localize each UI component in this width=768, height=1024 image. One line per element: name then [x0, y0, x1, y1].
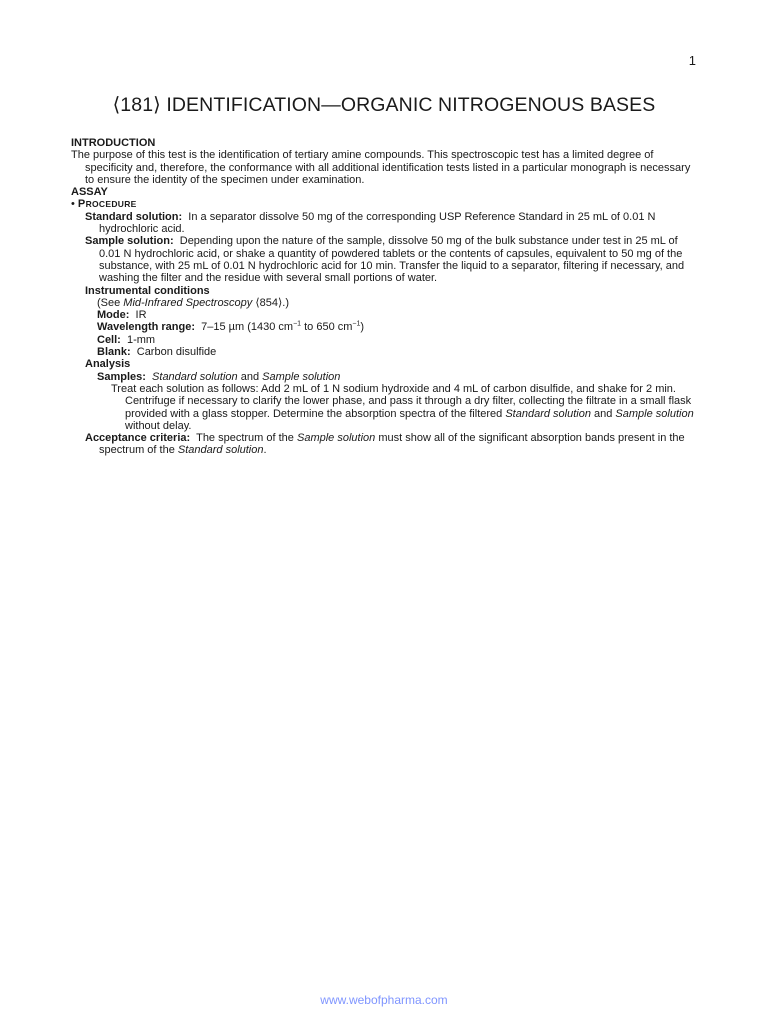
acceptance-text-b: must show all of the significant absorption bands present in the spectrum of the — [99, 432, 685, 457]
cell-label: Cell: — [97, 333, 121, 346]
mode-line — [71, 309, 699, 321]
sample-solution-label: Sample solution: — [85, 235, 174, 248]
samples-ref-b: Sample solution — [262, 370, 341, 383]
standard-solution-paragraph — [71, 211, 699, 236]
mode-label: Mode: — [97, 309, 130, 322]
wavelength-sup-b: −1 — [352, 320, 361, 328]
treat-paragraph — [71, 383, 699, 432]
treat-end: without delay. — [125, 419, 192, 432]
treat-ref-b: Sample solution — [615, 407, 694, 420]
blank-label: Blank: — [97, 346, 131, 359]
wavelength-value-a: 7–15 µm (1430 cm — [201, 321, 294, 334]
page-title: ⟨181⟩ IDENTIFICATION—ORGANIC NITROGENOUS BASES — [112, 94, 656, 116]
procedure-rest: ROCEDURE — [85, 199, 137, 210]
wavelength-line — [71, 321, 699, 333]
standard-solution-text: In a separator dissolve 50 mg of the corresponding USP Reference Standard in 25 mL of 0.01 N hydrochloric acid. — [99, 210, 656, 236]
procedure-heading — [71, 198, 699, 210]
page-number: 1 — [688, 53, 696, 68]
blank-line — [71, 346, 699, 358]
analysis-heading: Analysis — [85, 358, 131, 371]
bullet: • — [71, 198, 75, 211]
instrumental-conditions-heading: Instrumental conditions — [85, 284, 210, 297]
assay-heading: ASSAY — [71, 186, 108, 199]
sample-solution-paragraph — [71, 235, 699, 284]
footer-link[interactable]: www.webofpharma.com — [320, 993, 448, 1007]
wavelength-label: Wavelength range: — [97, 321, 195, 334]
introduction-heading: INTRODUCTION — [71, 137, 156, 149]
cell-line — [71, 334, 699, 346]
samples-ref-a: Standard solution — [152, 370, 238, 383]
treat-ref-a: Standard solution — [505, 407, 591, 420]
document-body — [71, 137, 699, 457]
samples-line — [71, 371, 699, 383]
blank-value: Carbon disulfide — [136, 346, 217, 359]
cell-value: 1-mm — [126, 333, 156, 346]
treat-text: Treat each solution as follows: Add 2 mL of 1 N sodium hydroxide and 4 mL of carbon disulfide, and shake for 2 min. Centrifuge if necessary to clarify the lower phase, and pass it through a dry filter, collecting the filtrate in a small flask provided with a glass stopper. Determine the absorption spectra of the filtered — [111, 382, 692, 420]
samples-and: and — [237, 370, 263, 383]
sample-solution-text: Depending upon the nature of the sample, dissolve 50 mg of the bulk substance under test in 25 mL of 0.01 N hydrochloric acid, or shake a quantity of powdered tablets or the contents of capsules, equivalent to 50 mg of the substance, with 25 mL of 0.01 N hydrochloric acid for 10 min. Transfer the liquid to a separator, filtering if necessary, and washing the filter and the residue with several small portions of water. — [99, 235, 685, 285]
see-suffix: ⟨854⟩.) — [252, 296, 290, 309]
introduction-text: The purpose of this test is the identification of tertiary amine compounds. This spectroscopic test has a limited degree of specificity and, therefore, the conformance with all additional identification tests listed in a particular monograph is necessary to ensure the identity of the specimen under examination. — [71, 149, 691, 186]
acceptance-text-c: . — [263, 444, 267, 457]
mode-value: IR — [135, 309, 147, 322]
wavelength-sup-a: −1 — [293, 320, 302, 328]
acceptance-ref-b: Standard solution — [177, 444, 264, 457]
acceptance-ref-a: Sample solution — [296, 432, 376, 445]
see-prefix: (See — [97, 296, 124, 309]
see-reference-link: Mid-Infrared Spectroscopy — [123, 296, 253, 309]
see-reference — [71, 297, 699, 309]
procedure-initial: P — [77, 198, 86, 211]
treat-and: and — [590, 407, 616, 420]
wavelength-value-b: to 650 cm — [301, 321, 353, 334]
acceptance-text-a: The spectrum of the — [196, 432, 297, 445]
samples-label: Samples: — [97, 370, 146, 383]
acceptance-label: Acceptance criteria: — [85, 432, 191, 445]
standard-solution-label: Standard solution: — [85, 210, 183, 223]
acceptance-paragraph — [71, 432, 699, 457]
wavelength-value-c: ) — [360, 321, 365, 334]
